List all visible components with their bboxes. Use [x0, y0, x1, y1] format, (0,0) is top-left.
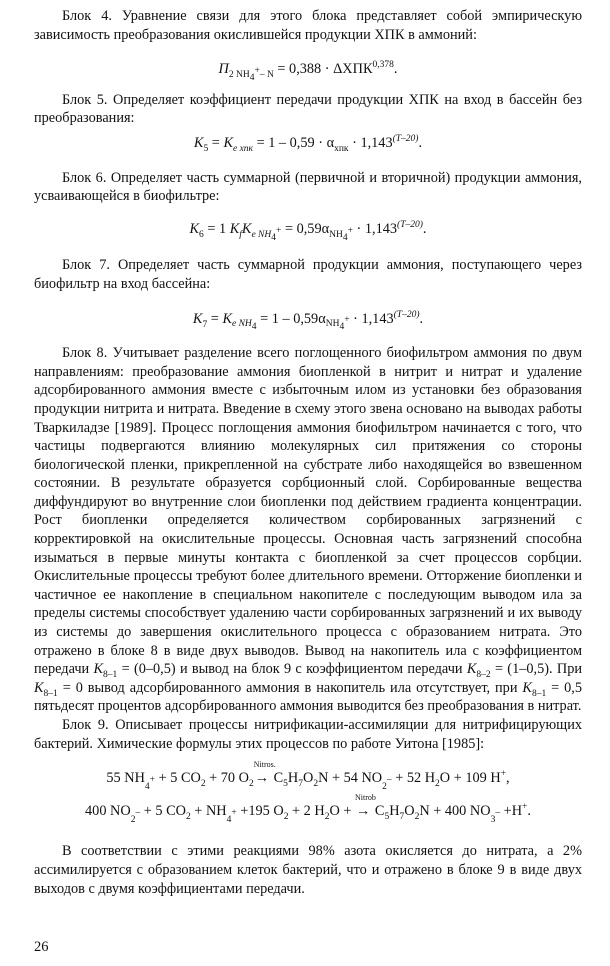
block7-paragraph: Блок 7. Определяет часть суммарной продукции аммония, поступающего через биофильтр на вход бассейна: [34, 257, 582, 292]
block9-paragraph: Блок 9. Описывает процессы нитрификации-ассимиляции для нитрифицирующих бактерий. Химические формулы этих процессов по работе Уитона [1985]: [34, 717, 582, 752]
block6-paragraph: Блок 6. Определяет часть суммарной (первичной и вторичной) продукции аммония, усваивающейся в биофильтре: [34, 169, 582, 205]
block7-formula: $K_7 = K_{e NH_4} = 1 - 0,59\alpha_{NH_4^+} \cdot 1,143^{(T-20)}$. [192, 309, 424, 333]
block5-formula: $K_5 = K_{e хпк} = 1 - 0,59 \cdot \alpha_{хпк} \cdot 1,143^{(T-20)}$. [193, 134, 423, 154]
block5-paragraph: Блок 5. Определяет коэффициент передачи продукции ХПК на вход в бассейн без преобразования: [34, 91, 582, 127]
block6-formula: $K_6 = 1$ $K_fK_{e NH_4^+} = 0,59\alpha_{NH_4^+} \cdot 1,143^{(T-20)}$. [189, 219, 427, 243]
reaction-nitritation: 55 $NH_{_4^+} + 5$ $CO_2 + 70$ $O_2$ Nitros. → $C_5H_7O_2N + 54$ $NO_{_2^-} + 52$ $H_2O + 109$ H+, [106, 760, 510, 792]
block8-paragraph: Блок 8. Учитывает разделение всего поглощенного биофильтром аммония по двум направлениям: преобразование аммония биопленкой в нитрит и нитрат и удаление адсорбированного аммония вместе с избыточным илом из установки без образования продукции нитрита и нитрата. Введение в схему этого звена основано на выводах работы Тваркиладзе [1989]. Процесс поглощения аммония биофильтром начинается с того, что частицы подвергаются влиянию молекулярных сил притяжения со стороны биологической пленки, прикрепленной на субстрате либо находящейся во взвешенном состоянии. В результате образуется сорбционный слой. Сорбированные вещества диффундируют во внутренние слои биопленки под действием градиента концентрации. Рост биопленки определяется количеством сорбированных загрязнений с корректировкой на окислительные процессы. Основная часть загрязнений способна изыматься в первые минуты контакта с биопленкой за счет процессов сорбции. Окислительные процессы требуют более длительного времени. Отторжение биопленки и частичное ее накопление в специальном накопителе с последующим выводом ила за пределы системы способствует удалению части сорбированных загрязнений и их выводу из системы до завершения окислительного процесса с образованием нитрата. Это отражено в блоке 8 в виде двух выводов. Вывод на накопитель ила с коэффициентом передачи $K_{8-1} = (0-0,5)$ и вывод на блок 9 с коэффициентом передачи $K_{8-2} = (1-0,5)$. При $K_{8-1} = 0$ вывод адсорбированного аммония в накопитель ила отсутствует, при $K_{8-1} = 0,5$ пятьдесят процентов адсорбированного аммония выводится без преобразования в нитрат. [34, 345, 582, 715]
reaction-arrow: Nitrob → [355, 792, 376, 819]
page-number: 26 [34, 939, 49, 955]
block4-formula: $П_{2 NH_4^+- N} = 0,388 \cdot \Delta ХПК^{0,378}$. [218, 60, 398, 83]
conclusion-paragraph: В соответствии с этими реакциями 98% азота окисляется до нитрата, а 2% ассимилируется с образованием клеток бактерий, что и отражено в блоке 9 в виде двух выходов с двумя коэффициентами передачи. [34, 843, 582, 897]
block4-paragraph: Блок 4. Уравнение связи для этого блока представляет собой эмпирическую зависимость преобразования окислившейся продукции ХПК в аммоний: [34, 8, 582, 43]
reaction-arrow: Nitros. → [253, 760, 276, 787]
reaction-nitratation: 400 $NO_{_2^-} + 5$ $CO_2 + NH_{_4^+} +195$ $O_2 + 2$ $H_2O$ + Nitrob → $C_5H_7O_2N + 400$ $NO_{_3^-} +H^+$. [85, 792, 531, 825]
